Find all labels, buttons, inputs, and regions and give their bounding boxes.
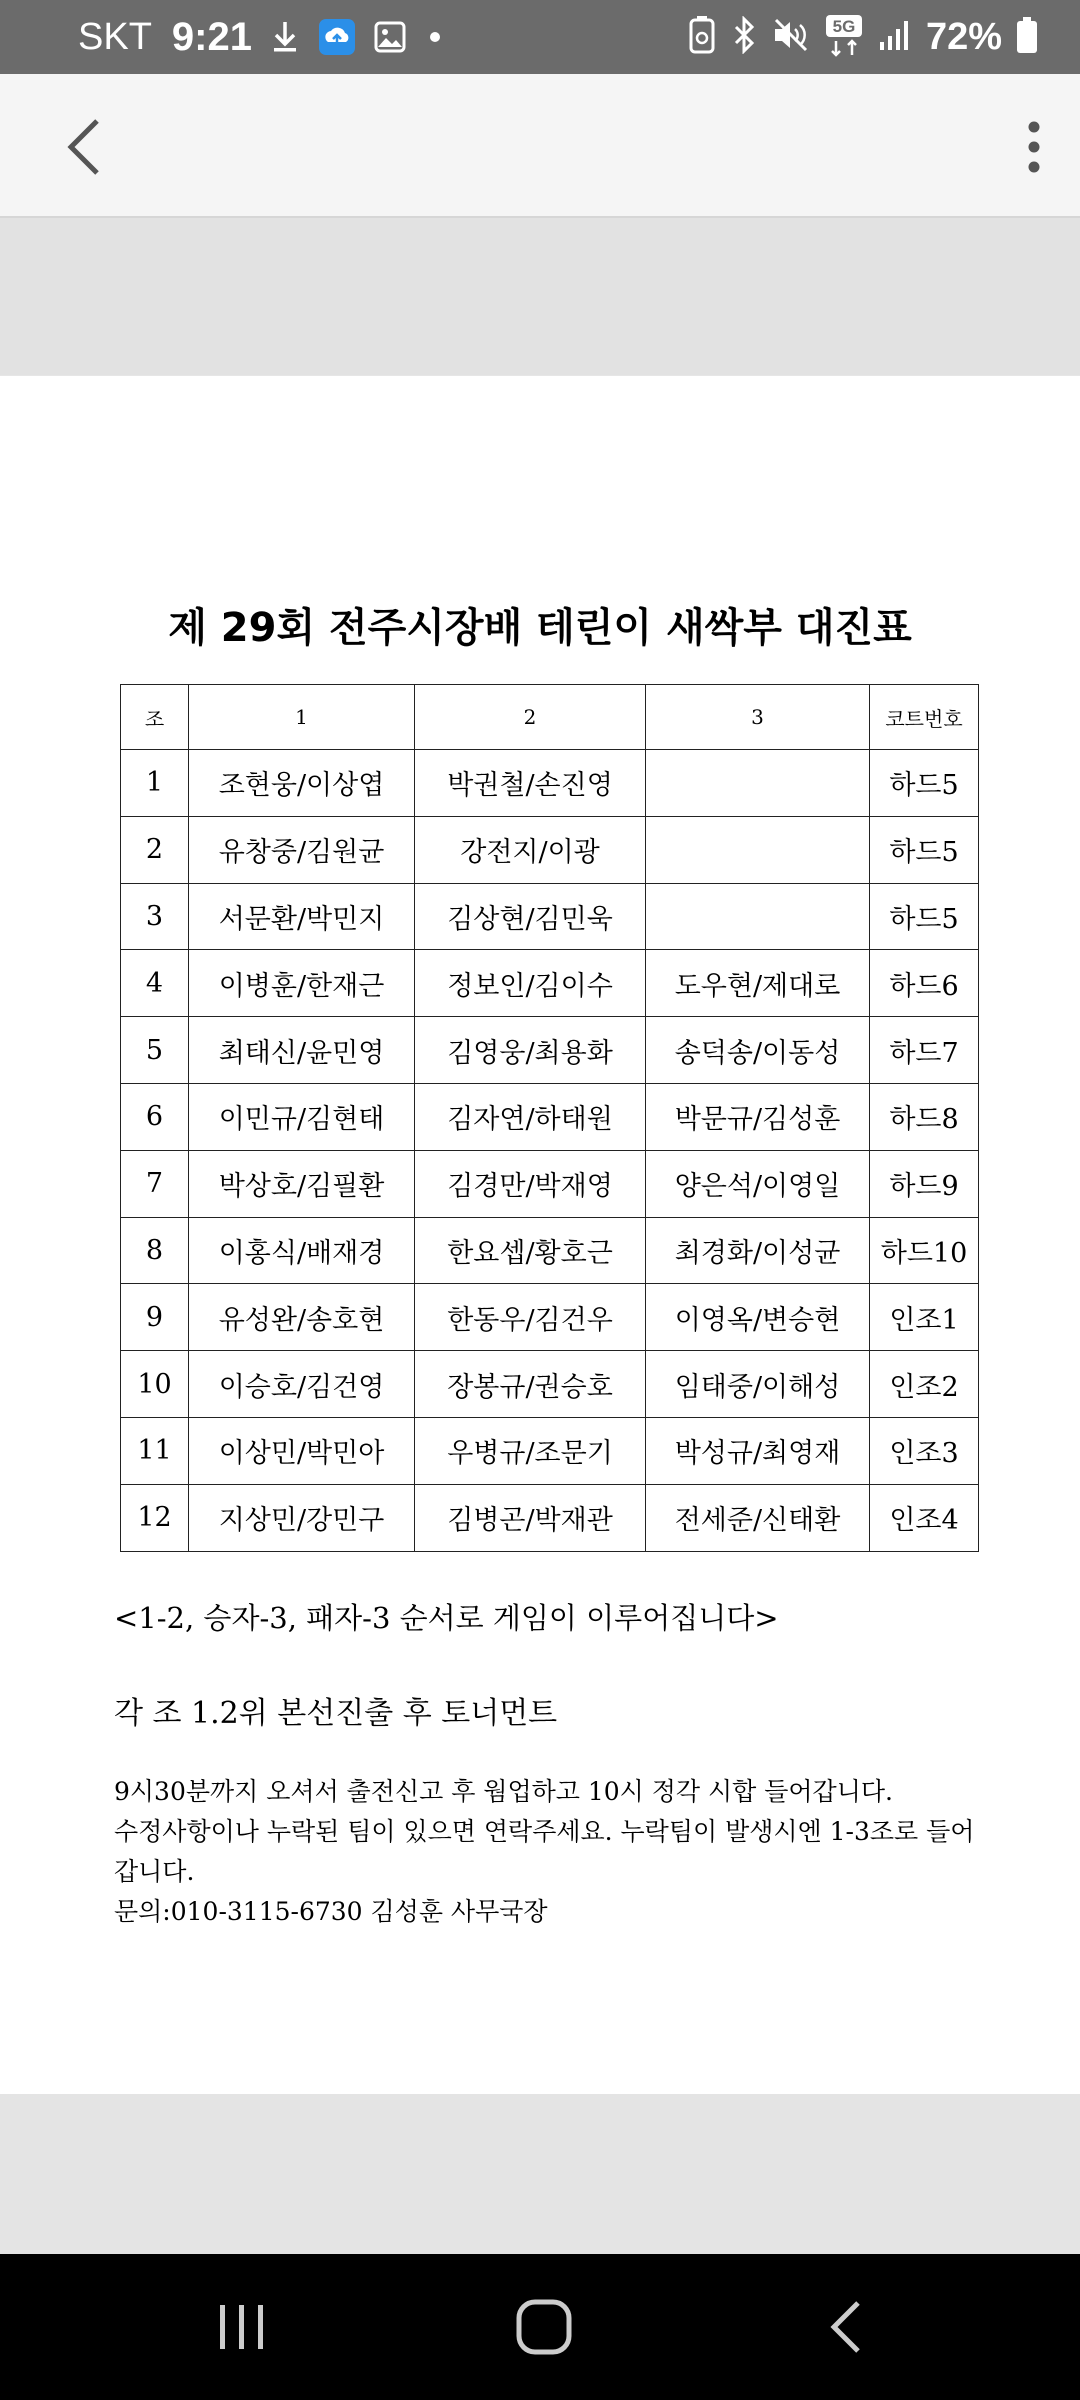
team-cell: 박상호/김필환 — [189, 1150, 415, 1217]
team-cell: 장봉규/권승호 — [415, 1351, 646, 1418]
header-team-2: 2 — [415, 685, 646, 750]
team-cell: 한동우/김건우 — [415, 1284, 646, 1351]
court-cell: 인조2 — [870, 1351, 979, 1418]
info-line: 수정사항이나 누락된 팀이 있으면 연락주세요. 누락팀이 발생시엔 1-3조로 들어갑니다. — [114, 1817, 975, 1886]
back-button[interactable] — [50, 112, 116, 182]
team-cell: 임태중/이해성 — [646, 1351, 870, 1418]
table-row — [121, 1150, 979, 1217]
team-cell: 송덕송/이동성 — [646, 1017, 870, 1084]
header-team-1: 1 — [189, 685, 415, 750]
team-cell: 강전지/이광 — [415, 816, 646, 883]
battery-percent: 72% — [925, 15, 1002, 58]
home-icon — [515, 2298, 573, 2356]
group-cell: 2 — [121, 816, 189, 883]
viewer-background-top — [0, 218, 1080, 375]
court-cell: 하드5 — [870, 883, 979, 950]
team-cell — [646, 816, 870, 883]
group-cell: 8 — [121, 1217, 189, 1284]
table-row — [121, 1217, 979, 1284]
group-cell: 11 — [121, 1417, 189, 1484]
court-cell: 하드5 — [870, 750, 979, 817]
team-cell: 김자연/하태원 — [415, 1083, 646, 1150]
chevron-left-icon — [63, 117, 103, 177]
battery-icon — [1016, 16, 1038, 59]
court-cell: 인조1 — [870, 1284, 979, 1351]
group-cell: 7 — [121, 1150, 189, 1217]
court-cell: 하드5 — [870, 816, 979, 883]
team-cell: 박문규/김성훈 — [646, 1083, 870, 1150]
network-5g-icon — [824, 13, 864, 62]
document-page[interactable] — [0, 376, 1080, 2094]
document-title: 제 29회 전주시장배 테린이 새싹부 대진표 — [168, 605, 912, 651]
clock: 9:21 — [171, 14, 252, 59]
table-row — [121, 816, 979, 883]
table-header-row — [121, 685, 979, 750]
court-cell: 하드9 — [870, 1150, 979, 1217]
bluetooth-icon — [730, 16, 758, 59]
group-cell: 3 — [121, 883, 189, 950]
court-cell: 하드10 — [870, 1217, 979, 1284]
team-cell: 이영옥/변승현 — [646, 1284, 870, 1351]
team-cell: 정보인/김이수 — [415, 950, 646, 1017]
home-button[interactable] — [484, 2272, 604, 2382]
team-cell: 유창중/김원균 — [189, 816, 415, 883]
table-row — [121, 1351, 979, 1418]
team-cell: 김상현/김민욱 — [415, 883, 646, 950]
image-icon — [374, 21, 406, 53]
group-cell: 4 — [121, 950, 189, 1017]
team-cell: 최경화/이성균 — [646, 1217, 870, 1284]
battery-saver-icon — [688, 16, 716, 59]
signal-icon — [878, 18, 912, 57]
team-cell: 우병규/조문기 — [415, 1417, 646, 1484]
team-cell: 이승호/김건영 — [189, 1351, 415, 1418]
team-cell: 전세준/신태환 — [646, 1484, 870, 1551]
download-icon — [270, 19, 300, 55]
team-cell: 이병훈/한재근 — [189, 950, 415, 1017]
group-cell: 5 — [121, 1017, 189, 1084]
court-cell: 하드6 — [870, 950, 979, 1017]
court-cell: 인조3 — [870, 1417, 979, 1484]
team-cell: 박권철/손진영 — [415, 750, 646, 817]
game-order-note: <1-2, 승자-3, 패자-3 순서로 게임이 이루어집니다> — [114, 1601, 779, 1635]
group-cell: 12 — [121, 1484, 189, 1551]
group-cell: 10 — [121, 1351, 189, 1418]
more-options-button[interactable] — [1008, 112, 1060, 182]
team-cell — [646, 750, 870, 817]
svg-text:5G: 5G — [832, 16, 856, 36]
back-icon — [826, 2299, 866, 2355]
team-cell: 한요셉/황호근 — [415, 1217, 646, 1284]
advance-note: 각 조 1.2위 본선진출 후 토너먼트 — [114, 1696, 558, 1731]
notification-dot-icon — [424, 26, 446, 48]
table-row — [121, 1017, 979, 1084]
status-bar — [0, 0, 1080, 74]
team-cell: 서문환/박민지 — [189, 883, 415, 950]
recent-apps-icon — [216, 2301, 268, 2353]
group-cell: 1 — [121, 750, 189, 817]
table-row — [121, 1484, 979, 1551]
table-row — [121, 1417, 979, 1484]
mute-icon — [772, 17, 810, 58]
carrier-label: SKT — [78, 15, 152, 58]
header-group: 조 — [121, 685, 189, 750]
team-cell: 김경만/박재영 — [415, 1150, 646, 1217]
team-cell: 도우현/제대로 — [646, 950, 870, 1017]
header-court: 코트번호 — [870, 685, 979, 750]
court-cell: 하드7 — [870, 1017, 979, 1084]
app-bar — [0, 74, 1080, 218]
group-cell: 6 — [121, 1083, 189, 1150]
table-row — [121, 1284, 979, 1351]
table-row — [121, 1083, 979, 1150]
info-paragraph — [114, 1772, 984, 1932]
team-cell: 박성규/최영재 — [646, 1417, 870, 1484]
recent-apps-button[interactable] — [182, 2272, 302, 2382]
team-cell: 김병곤/박재관 — [415, 1484, 646, 1551]
team-cell: 김영웅/최용화 — [415, 1017, 646, 1084]
team-cell: 지상민/강민구 — [189, 1484, 415, 1551]
nav-back-button[interactable] — [786, 2272, 906, 2382]
team-cell: 이홍식/배재경 — [189, 1217, 415, 1284]
header-team-3: 3 — [646, 685, 870, 750]
contact-line: 문의:010-3115-6730 김성훈 사무국장 — [114, 1897, 548, 1926]
navigation-bar — [0, 2254, 1080, 2400]
draw-table — [120, 684, 979, 1552]
more-vert-icon — [1026, 119, 1042, 175]
group-cell: 9 — [121, 1284, 189, 1351]
team-cell — [646, 883, 870, 950]
table-row — [121, 950, 979, 1017]
team-cell: 유성완/송호현 — [189, 1284, 415, 1351]
team-cell: 최태신/윤민영 — [189, 1017, 415, 1084]
table-row — [121, 883, 979, 950]
viewer-background-bottom — [0, 2094, 1080, 2254]
court-cell: 인조4 — [870, 1484, 979, 1551]
team-cell: 이민규/김현태 — [189, 1083, 415, 1150]
table-row — [121, 750, 979, 817]
team-cell: 양은석/이영일 — [646, 1150, 870, 1217]
team-cell: 이상민/박민아 — [189, 1417, 415, 1484]
cloud-app-icon — [318, 18, 356, 56]
court-cell: 하드8 — [870, 1083, 979, 1150]
info-line: 9시30분까지 오셔서 출전신고 후 웜업하고 10시 정각 시합 들어갑니다. — [114, 1777, 893, 1806]
team-cell: 조현웅/이상엽 — [189, 750, 415, 817]
